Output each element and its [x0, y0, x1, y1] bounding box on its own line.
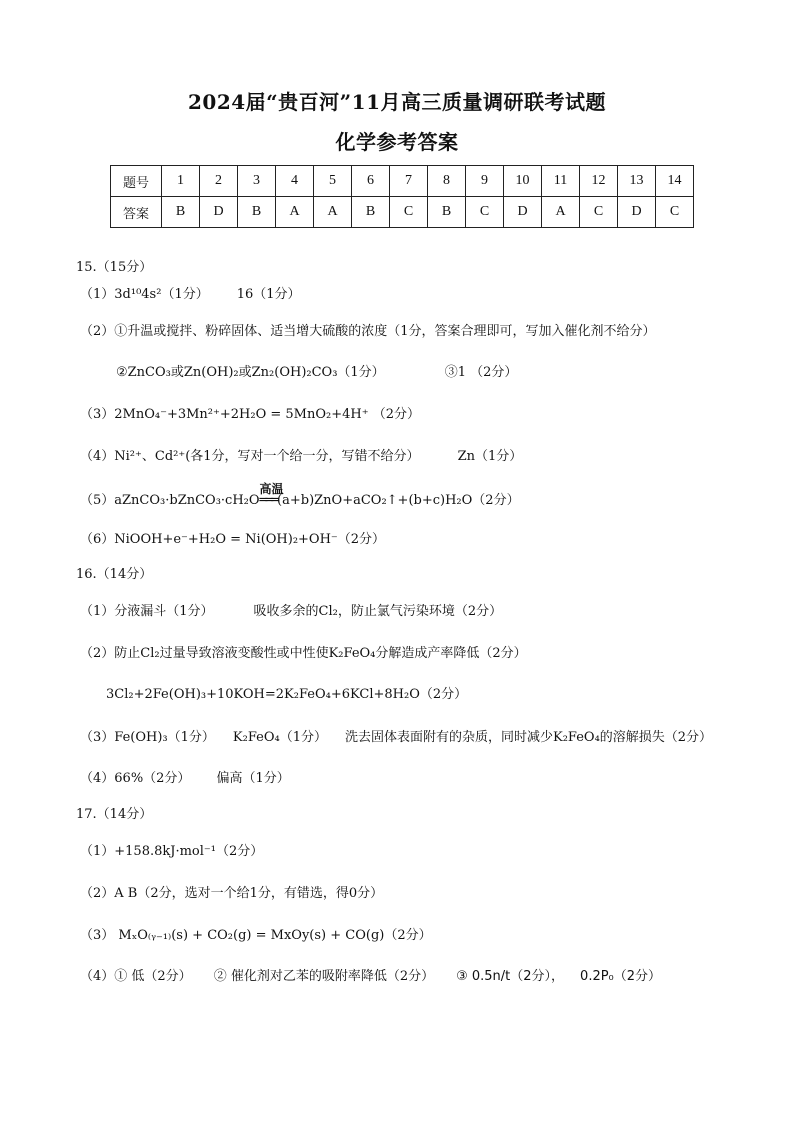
row-label-question: 题号 [111, 166, 162, 197]
answer-letter: C [390, 197, 428, 228]
answer-table [110, 165, 694, 228]
q15-header: 15.（15分） [76, 260, 153, 275]
answer-letter: A [314, 197, 352, 228]
row-label-answer: 答案 [111, 197, 162, 228]
question-number: 6 [352, 166, 390, 197]
q16-part4b: 偏高（1分） [216, 771, 290, 786]
q15-part4 [80, 445, 522, 464]
answer-row [111, 197, 694, 228]
q17-part4 [80, 965, 661, 984]
answer-letter: C [466, 197, 504, 228]
answer-letter: C [656, 197, 694, 228]
question-number: 3 [238, 166, 276, 197]
answer-letter: B [238, 197, 276, 228]
q15-part2b: ②ZnCO₃或Zn(OH)₂或Zn₂(OH)₂CO₃（1分） [116, 365, 385, 380]
q17-part4b: ② 催化剂对乙苯的吸附率降低（2分） [213, 969, 435, 984]
answer-letter: C [580, 197, 618, 228]
question-number: 9 [466, 166, 504, 197]
question-number: 1 [162, 166, 200, 197]
q16-part1a: （1）分液漏斗（1分） [80, 604, 214, 619]
answer-letter: D [504, 197, 542, 228]
question-number: 11 [542, 166, 580, 197]
q16-part4a: （4）66%（2分） [80, 771, 191, 786]
answer-letter: A [276, 197, 314, 228]
reaction-arrow: ═══ [259, 493, 278, 508]
q17-part4a: （4）① 低（2分） [80, 969, 192, 984]
question-number: 13 [618, 166, 656, 197]
answer-subtitle: 化学参考答案 [335, 130, 459, 154]
answer-letter: D [200, 197, 238, 228]
exam-title: 2024届“贵百河”11月高三质量调研联考试题 [187, 90, 606, 114]
q15-part5-products: (a+b)ZnO+aCO₂↑+(b+c)H₂O（2分） [277, 493, 520, 508]
question-number-row [111, 166, 694, 197]
q15-part5 [80, 482, 520, 508]
q15-part1-a: （1）3d¹⁰4s²（1分） [80, 287, 209, 302]
question-number: 12 [580, 166, 618, 197]
q17-header: 17.（14分） [76, 807, 153, 822]
answer-letter: B [352, 197, 390, 228]
question-number: 5 [314, 166, 352, 197]
answer-letter: B [428, 197, 466, 228]
question-number: 14 [656, 166, 694, 197]
q15-part2c: ③1 （2分） [444, 365, 518, 380]
condition-high-temp: 高温 [259, 482, 284, 496]
q15-part4b: Zn（1分） [457, 449, 523, 464]
q15-part1-b: 16（1分） [236, 287, 301, 302]
q16-part2b: 3Cl₂+2Fe(OH)₃+10KOH=2K₂FeO₄+6KCl+8H₂O（2分） [106, 687, 468, 702]
q15-part5-reactant: （5）aZnCO₃·bZnCO₃·cH₂O [80, 493, 260, 508]
question-number: 4 [276, 166, 314, 197]
q16-part3a: （3）Fe(OH)₃（1分） [80, 730, 215, 745]
q15-part3: （3）2MnO₄⁻+3Mn²⁺+2H₂O = 5MnO₂+4H⁺ （2分） [80, 407, 420, 422]
q16-part3c: 洗去固体表面附有的杂质，同时减少K₂FeO₄的溶解损失（2分） [344, 730, 713, 745]
answer-letter: A [542, 197, 580, 228]
q16-part1b: 吸收多余的Cl₂，防止氯气污染环境（2分） [253, 604, 503, 619]
question-number: 10 [504, 166, 542, 197]
q15-part6: （6）NiOOH+e⁻+H₂O = Ni(OH)₂+OH⁻（2分） [80, 532, 386, 547]
q16-part4 [80, 767, 290, 786]
answer-letter: D [618, 197, 656, 228]
question-number: 7 [390, 166, 428, 197]
q17-part4d: 0.2P₀（2分） [580, 969, 662, 984]
q16-part2a: （2）防止Cl₂过量导致溶液变酸性或中性使K₂FeO₄分解造成产率降低（2分） [80, 646, 527, 661]
q16-part3 [80, 726, 712, 745]
q16-part1 [80, 600, 502, 619]
q17-part3: （3） MₓO₍ᵧ₋₁₎(s) + CO₂(g) = MxOy(s) + CO(g)（2分） [80, 928, 432, 943]
question-number: 2 [200, 166, 238, 197]
question-number: 8 [428, 166, 466, 197]
q15-part1 [80, 283, 301, 302]
q16-header: 16.（14分） [76, 567, 153, 582]
q16-part3b: K₂FeO₄（1分） [232, 730, 327, 745]
answer-letter: B [162, 197, 200, 228]
q17-part2: （2）A B（2分，选对一个给1分，有错选，得0分） [80, 886, 384, 901]
q15-part4a: （4）Ni²⁺、Cd²⁺(各1分，写对一个给一分，写错不给分） [80, 449, 420, 464]
q17-part4c: ③ 0.5n/t（2分）， [456, 969, 565, 984]
q17-part1: （1）+158.8kJ·mol⁻¹（2分） [80, 844, 264, 859]
q15-part2 [116, 361, 517, 380]
reaction-condition [259, 482, 284, 508]
q15-part2a: （2）①升温或搅拌、粉碎固体、适当增大硫酸的浓度（1分，答案合理即可，写加入催化剂不给分） [80, 324, 656, 339]
